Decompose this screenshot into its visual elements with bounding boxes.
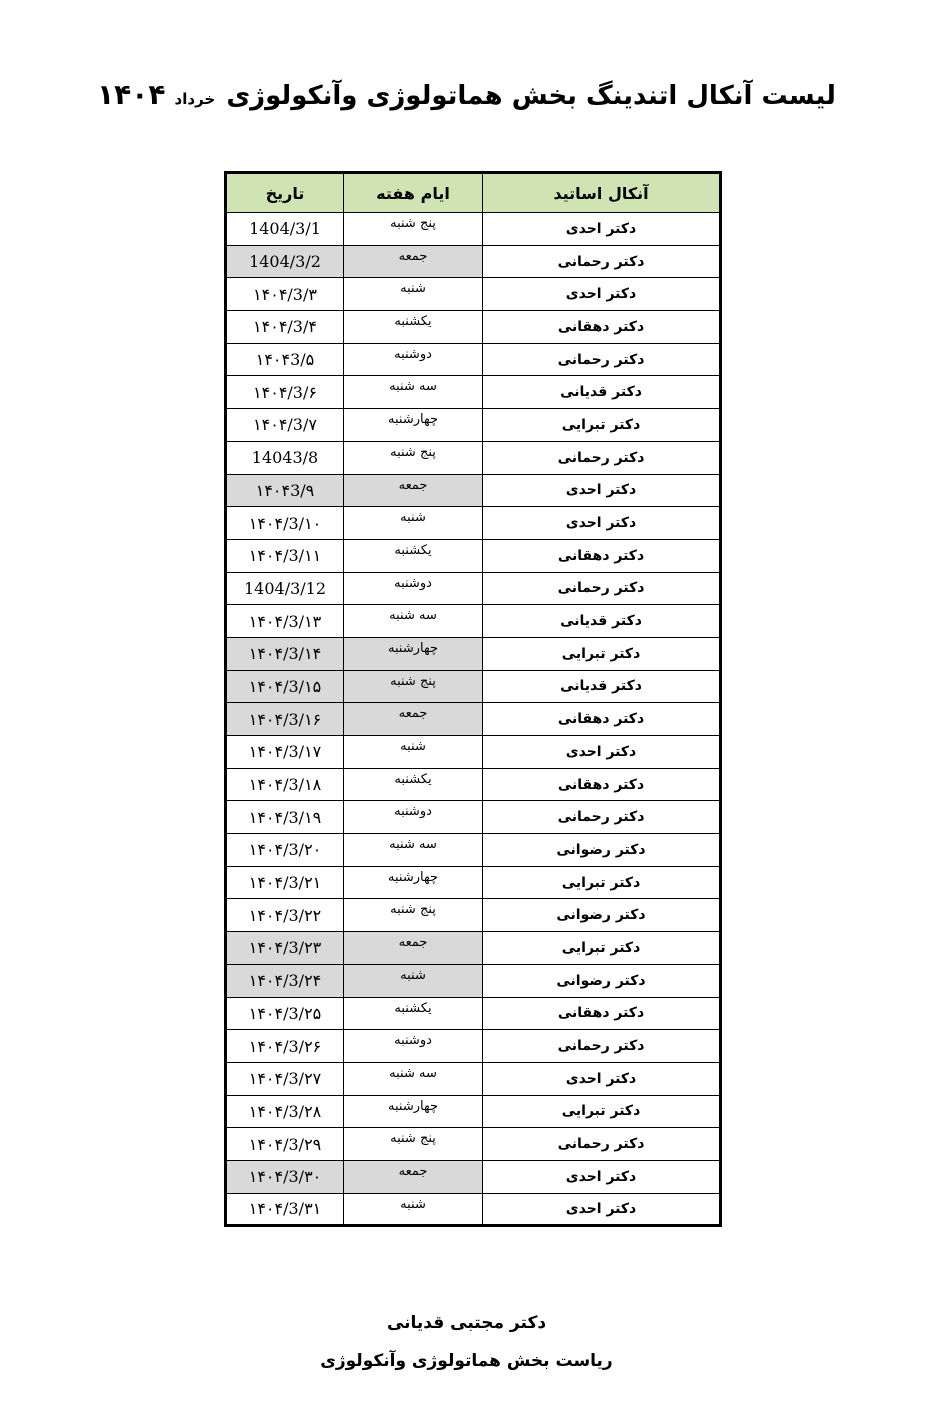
attending-cell: دکتر قدیانی: [483, 670, 721, 703]
title-year: ۱۴۰۴: [97, 78, 166, 111]
signature-block: [0, 1304, 933, 1380]
date-cell: ۱۴۰۴/3/۲۰: [226, 834, 344, 867]
weekday-cell: پنج شنبه: [344, 670, 483, 703]
date-cell: ۱۴۰۴/3/۳: [226, 278, 344, 311]
attending-cell: دکتر دهقانی: [483, 539, 721, 572]
attending-cell: دکتر احدی: [483, 507, 721, 540]
attending-cell: دکتر تبرایی: [483, 409, 721, 442]
table-row: [226, 539, 721, 572]
date-cell: ۱۴۰۴/3/۲۷: [226, 1062, 344, 1095]
attending-cell: دکتر رحمانی: [483, 343, 721, 376]
attending-cell: دکتر احدی: [483, 474, 721, 507]
weekday-cell: سه شنبه: [344, 376, 483, 409]
date-cell: ۱۴۰۴/3/۱۹: [226, 801, 344, 834]
date-cell: ۱۴۰۴/3/۱۷: [226, 736, 344, 769]
attending-cell: دکتر احدی: [483, 1193, 721, 1226]
date-cell: ۱۴۰۴/3/۲۶: [226, 1030, 344, 1063]
weekday-cell: جمعه: [344, 1160, 483, 1193]
attending-cell: دکتر احدی: [483, 213, 721, 246]
weekday-cell: جمعه: [344, 474, 483, 507]
table-row: [226, 605, 721, 638]
weekday-cell: دوشنبه: [344, 1030, 483, 1063]
table-row: [226, 703, 721, 736]
weekday-cell: چهارشنبه: [344, 1095, 483, 1128]
date-cell: ۱۴۰۴/3/۲۸: [226, 1095, 344, 1128]
attending-cell: دکتر رضوانی: [483, 834, 721, 867]
table-row: [226, 670, 721, 703]
attending-cell: دکتر تبرایی: [483, 866, 721, 899]
date-cell: ۱۴۰۴/3/۲۵: [226, 997, 344, 1030]
date-cell: ۱۴۰۴3/۹: [226, 474, 344, 507]
header-date: تاریخ: [226, 173, 344, 213]
date-cell: ۱۴۰۴/3/۱۶: [226, 703, 344, 736]
date-cell: ۱۴۰۴/3/۲۴: [226, 964, 344, 997]
date-cell: ۱۴۰۴/3/۱۰: [226, 507, 344, 540]
signer-position: ریاست بخش هماتولوژی وآنکولوژی: [320, 1351, 613, 1371]
page-title: [0, 78, 933, 111]
table-row: [226, 1062, 721, 1095]
attending-cell: دکتر رضوانی: [483, 899, 721, 932]
table-row: [226, 768, 721, 801]
weekday-cell: جمعه: [344, 703, 483, 736]
attending-cell: دکتر احدی: [483, 1160, 721, 1193]
attending-cell: دکتر رحمانی: [483, 1128, 721, 1161]
weekday-cell: یکشنبه: [344, 768, 483, 801]
title-main: لیست آنکال اتندینگ بخش هماتولوژی وآنکولوژی: [226, 81, 836, 111]
attending-cell: دکتر احدی: [483, 1062, 721, 1095]
table-row: [226, 343, 721, 376]
on-call-roster-table: [224, 171, 722, 1227]
attending-cell: دکتر دهقانی: [483, 997, 721, 1030]
attending-cell: دکتر دهقانی: [483, 311, 721, 344]
weekday-cell: یکشنبه: [344, 539, 483, 572]
weekday-cell: پنج شنبه: [344, 1128, 483, 1161]
attending-cell: دکتر رحمانی: [483, 441, 721, 474]
table-row: [226, 409, 721, 442]
date-cell: ۱۴۰۴/3/۲۳: [226, 932, 344, 965]
table-row: [226, 834, 721, 867]
weekday-cell: چهارشنبه: [344, 637, 483, 670]
attending-cell: دکتر تبرایی: [483, 1095, 721, 1128]
weekday-cell: جمعه: [344, 932, 483, 965]
table-row: [226, 637, 721, 670]
weekday-cell: شنبه: [344, 964, 483, 997]
date-cell: ۱۴۰۴/3/۱۸: [226, 768, 344, 801]
weekday-cell: پنج شنبه: [344, 899, 483, 932]
attending-cell: دکتر رحمانی: [483, 801, 721, 834]
weekday-cell: دوشنبه: [344, 801, 483, 834]
table-row: [226, 474, 721, 507]
date-cell: 1404/3/1: [226, 213, 344, 246]
table-row: [226, 1095, 721, 1128]
table-row: [226, 1193, 721, 1226]
weekday-cell: یکشنبه: [344, 311, 483, 344]
weekday-cell: پنج شنبه: [344, 213, 483, 246]
date-cell: ۱۴۰۴/3/۲۹: [226, 1128, 344, 1161]
table-row: [226, 572, 721, 605]
attending-cell: دکتر تبرایی: [483, 932, 721, 965]
attending-cell: دکتر رحمانی: [483, 245, 721, 278]
weekday-cell: سه شنبه: [344, 605, 483, 638]
date-cell: ۱۴۰۴/3/۱۵: [226, 670, 344, 703]
attending-cell: دکتر رحمانی: [483, 572, 721, 605]
weekday-cell: دوشنبه: [344, 343, 483, 376]
header-attending: آنکال اساتید: [483, 173, 721, 213]
attending-cell: دکتر دهقانی: [483, 703, 721, 736]
date-cell: ۱۴۰۴/3/۶: [226, 376, 344, 409]
date-cell: ۱۴۰۴3/۵: [226, 343, 344, 376]
weekday-cell: یکشنبه: [344, 997, 483, 1030]
table-row: [226, 1128, 721, 1161]
attending-cell: دکتر دهقانی: [483, 768, 721, 801]
table-row: [226, 932, 721, 965]
date-cell: ۱۴۰۴/3/۲۱: [226, 866, 344, 899]
date-cell: 14043/8: [226, 441, 344, 474]
weekday-cell: شنبه: [344, 1193, 483, 1226]
weekday-cell: شنبه: [344, 507, 483, 540]
table-row: [226, 866, 721, 899]
table-row: [226, 441, 721, 474]
table-row: [226, 311, 721, 344]
weekday-cell: چهارشنبه: [344, 866, 483, 899]
attending-cell: دکتر احدی: [483, 736, 721, 769]
attending-cell: دکتر احدی: [483, 278, 721, 311]
weekday-cell: پنج شنبه: [344, 441, 483, 474]
title-month: خرداد: [174, 90, 216, 108]
table-row: [226, 899, 721, 932]
table-row: [226, 376, 721, 409]
weekday-cell: شنبه: [344, 278, 483, 311]
table-row: [226, 964, 721, 997]
table-row: [226, 213, 721, 246]
attending-cell: دکتر رحمانی: [483, 1030, 721, 1063]
table-row: [226, 507, 721, 540]
date-cell: ۱۴۰۴/3/۱۱: [226, 539, 344, 572]
date-cell: ۱۴۰۴/3/۲۲: [226, 899, 344, 932]
table-row: [226, 1030, 721, 1063]
weekday-cell: سه شنبه: [344, 834, 483, 867]
date-cell: ۱۴۰۴/3/۱۴: [226, 637, 344, 670]
signer-name: دکتر مجتبی قدیانی: [386, 1313, 547, 1333]
attending-cell: دکتر رضوانی: [483, 964, 721, 997]
weekday-cell: جمعه: [344, 245, 483, 278]
date-cell: ۱۴۰۴/3/۳۰: [226, 1160, 344, 1193]
weekday-cell: سه شنبه: [344, 1062, 483, 1095]
attending-cell: دکتر قدیانی: [483, 605, 721, 638]
attending-cell: دکتر تبرایی: [483, 637, 721, 670]
date-cell: ۱۴۰۴/3/۳۱: [226, 1193, 344, 1226]
table-row: [226, 997, 721, 1030]
weekday-cell: شنبه: [344, 736, 483, 769]
weekday-cell: دوشنبه: [344, 572, 483, 605]
attending-cell: دکتر قدیانی: [483, 376, 721, 409]
date-cell: 1404/3/12: [226, 572, 344, 605]
weekday-cell: چهارشنبه: [344, 409, 483, 442]
date-cell: ۱۴۰۴/3/۷: [226, 409, 344, 442]
header-weekday: ایام هفته: [344, 173, 483, 213]
date-cell: 1404/3/2: [226, 245, 344, 278]
date-cell: ۱۴۰۴/3/۱۳: [226, 605, 344, 638]
table-header: [226, 173, 721, 213]
table-row: [226, 245, 721, 278]
date-cell: ۱۴۰۴/3/۴: [226, 311, 344, 344]
table-row: [226, 801, 721, 834]
table-row: [226, 1160, 721, 1193]
table-body: [226, 213, 721, 1226]
header-row: [226, 173, 721, 213]
table-row: [226, 278, 721, 311]
table-row: [226, 736, 721, 769]
